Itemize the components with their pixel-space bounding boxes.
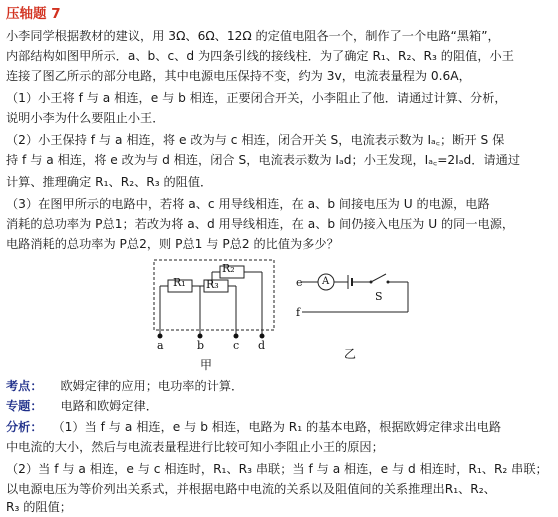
ammeter-label: A <box>322 276 330 287</box>
fenxi-line-4: 以电源电压为等价列出关系式，并根据电路中电流的关系以及阻值间的关系推理出R₁、R₂、 <box>6 482 496 496</box>
figure-yi-circuit <box>296 268 416 324</box>
terminal-c-label: c <box>233 339 240 352</box>
figure-jia-caption: 甲 <box>200 358 213 372</box>
fenxi-line-1: （1）当 f 与 a 相连，e 与 b 相连，电路为 R₁ 的基本电路，根据欧姆定律求出电路 <box>52 420 502 434</box>
problem-line-5: 说明小李为什么要阻止小王． <box>6 111 165 125</box>
problem-line-8: 计算、推理确定 R₁、R₂、R₃ 的阻值． <box>6 175 213 189</box>
problem-line-10: 消耗的总功率为 P总1；若改为将 a、d 用导线相连，在 a、b 间仍接入电压为 U 的同一电源， <box>6 217 515 231</box>
label-r2: R₂ <box>222 262 235 275</box>
zhuanti-label: 专题： <box>6 399 43 413</box>
problem-line-7: 持 f 与 a 相连，将 e 改为与 d 相连，闭合 S，电流表示数为 Iₐd；小王发现，Iₐ꜀=2Iₐd．请通过 <box>6 153 521 167</box>
zhuanti-row <box>6 396 554 416</box>
kaodian-text: 欧姆定律的应用；电功率的计算． <box>60 379 244 393</box>
fenxi-row <box>6 417 554 437</box>
switch-label: S <box>375 290 383 303</box>
fenxi-line-3: （2）当 f 与 a 相连，e 与 c 相连时，R₁、R₃ 串联；当 f 与 a 相连，e 与 d 相连时，R₁、R₂ 串联； <box>6 462 548 476</box>
terminal-d-dot <box>260 334 265 339</box>
problem-line-3: 连接了图乙所示的部分电路，其中电源电压保持不变，约为 3v，电流表量程为 0.6A， <box>6 69 471 83</box>
black-box-dashed-border <box>154 260 274 330</box>
figure-yi-caption: 乙 <box>344 347 357 361</box>
fenxi-label: 分析： <box>6 420 43 434</box>
problem-line-2: 内部结构如图甲所示．a、b、c、d 为四条引线的接线柱．为了确定 R₁、R₂、R₃ 的阻值，小王 <box>6 49 514 63</box>
problem-line-4: （1）小王将 f 与 a 相连，e 与 b 相连，正要闭合开关，小李阻止了他．请通过计算、分析， <box>6 91 507 105</box>
problem-line-11: 电路消耗的总功率为 P总2，则 P总1 与 P总2 的比值为多少？ <box>6 237 339 251</box>
kaodian-label: 考点： <box>6 379 43 393</box>
terminal-d-label: d <box>258 339 266 352</box>
terminal-b-label: b <box>197 339 205 352</box>
problem-line-6: （2）小王保持 f 与 a 相连，将 e 改为与 c 相连，闭合开关 S，电流表示数为 Iₐ꜀；断开 S 保 <box>6 133 505 147</box>
terminal-a-dot <box>158 334 163 339</box>
fenxi-line-2: 中电流的大小，然后与电流表量程进行比较可知小李阻止小王的原因； <box>6 440 384 454</box>
label-r1: R₁ <box>173 276 186 289</box>
label-f: f <box>296 306 301 319</box>
label-r3: R₃ <box>206 278 219 291</box>
fenxi-line-5: R₃ 的阻值； <box>6 500 72 514</box>
problem-title: 压轴题 7 <box>6 6 61 22</box>
zhuanti-text: 电路和欧姆定律． <box>60 399 158 413</box>
terminal-c-dot <box>234 334 239 339</box>
terminal-b-dot <box>198 334 203 339</box>
switch-lever <box>371 274 386 282</box>
problem-line-9: （3）在图甲所示的电路中，若将 a、c 用导线相连，在 a、b 间接电压为 U 的电源，电路 <box>6 197 490 211</box>
terminal-a-label: a <box>157 339 164 352</box>
label-e: e <box>296 276 303 289</box>
problem-line-1: 小李同学根据教材的建议，用 3Ω、6Ω、12Ω 的定值电阻各一个，制作了一个电路“黑箱”， <box>6 29 500 43</box>
kaodian-row <box>6 376 554 396</box>
